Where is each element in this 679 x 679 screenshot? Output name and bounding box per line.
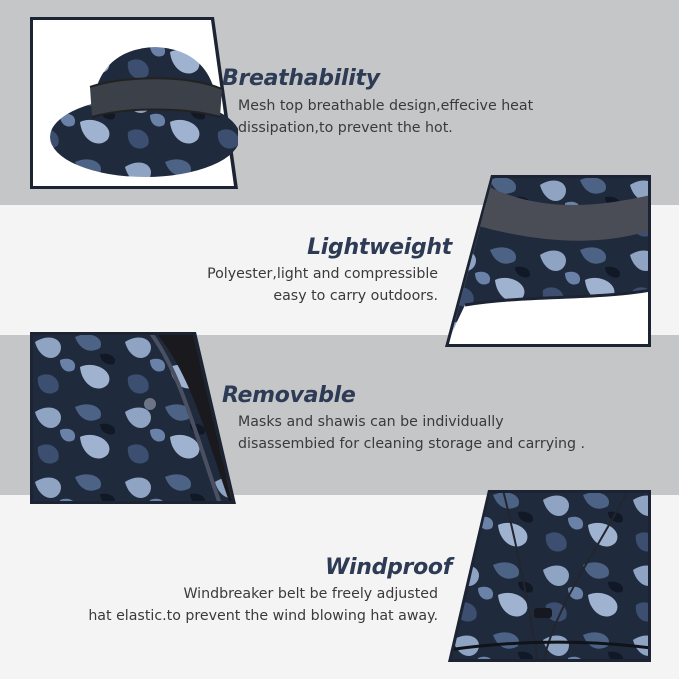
feature-desc-breathability	[238, 95, 533, 139]
feature-desc-line: Masks and shawis can be individually	[238, 414, 504, 430]
hat-removable-photo	[30, 332, 236, 504]
feature-desc-line: Polyester,light and compressible	[207, 266, 438, 282]
feature-desc-windproof	[88, 583, 438, 627]
feature-desc-line: dissipation,to prevent the hot.	[238, 120, 453, 136]
feature-desc-line: hat elastic.to prevent the wind blowing hat away.	[88, 608, 438, 624]
feature-desc-removable	[238, 411, 585, 455]
hat-lightweight-photo	[445, 175, 651, 347]
feature-title-lightweight: Lightweight	[307, 235, 452, 260]
feature-desc-line: easy to carry outdoors.	[273, 288, 438, 304]
feature-title-windproof: Windproof	[325, 555, 452, 580]
feature-title-removable: Removable	[222, 383, 356, 408]
feature-desc-lightweight	[207, 263, 438, 307]
feature-desc-line: disassembied for cleaning storage and carrying .	[238, 436, 586, 452]
hat-mesh-photo	[30, 17, 238, 189]
feature-title-breathability: Breathability	[222, 66, 380, 91]
feature-desc-line: Windbreaker belt be freely adjusted	[183, 586, 438, 602]
feature-desc-line: Mesh top breathable design,effecive heat	[238, 98, 534, 114]
hat-windproof-photo	[448, 490, 651, 662]
